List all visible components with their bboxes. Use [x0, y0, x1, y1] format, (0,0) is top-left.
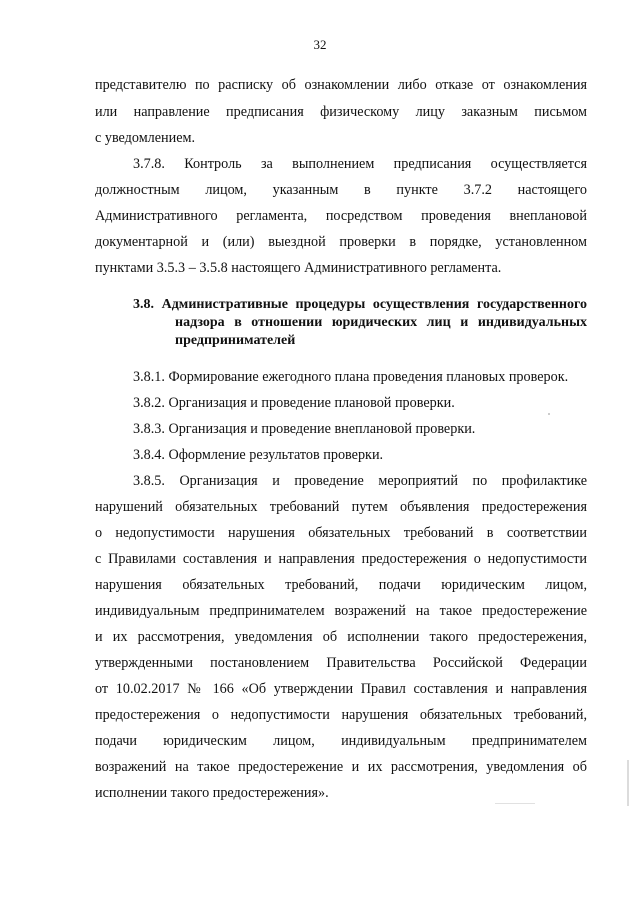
scan-mark [495, 803, 535, 804]
list-item-3-8-2: 3.8.2. Организация и проведение плановой проверки. [133, 395, 455, 411]
paragraph-3-line-10: предостережения о недопустимости нарушения обязательных требований, [95, 707, 587, 723]
paragraph-3-line-1: 3.8.5. Организация и проведение мероприятий по профилактике [133, 473, 587, 489]
paragraph-3-line-8: утвержденными постановлением Правительства Российской Федерации [95, 655, 587, 671]
page-number: 32 [313, 37, 327, 52]
paragraph-3-line-2: нарушений обязательных требований путем объявления предостережения [95, 499, 587, 515]
paragraph-2-line-2: должностным лицом, указанным в пункте 3.7.2 настоящего [95, 182, 587, 198]
list-item-3-8-1: 3.8.1. Формирование ежегодного плана проведения плановых проверок. [133, 369, 569, 385]
section-heading-line-3: предпринимателей [175, 333, 296, 348]
paragraph-3-line-11: подачи юридическим лицом, индивидуальным предпринимателем [95, 733, 587, 749]
paragraph-2-line-3: Административного регламента, посредством проведения внеплановой [95, 208, 587, 224]
paragraph-2-line-4: документарной и (или) выездной проверки в порядке, установленном [95, 234, 587, 250]
paragraph-1-line-1: представителю по расписку об ознакомлении либо отказе от ознакомления [95, 77, 587, 93]
paragraph-1-line-3: с уведомлением. [95, 130, 196, 146]
paragraph-2-line-1: 3.7.8. Контроль за выполнением предписания осуществляется [133, 156, 587, 172]
paragraph-3-line-12: возражений на такое предостережение и их рассмотрения, уведомления об [95, 759, 587, 775]
scan-mark [548, 413, 550, 415]
paragraph-3-line-9: от 10.02.2017 № 166 «Об утверждении Правил составления и направления [95, 681, 587, 697]
paragraph-3-line-3: о недопустимости нарушения обязательных требований в соответствии [95, 525, 587, 541]
list-item-3-8-3: 3.8.3. Организация и проведение внеплановой проверки. [133, 421, 476, 437]
paragraph-1-line-2: или направление предписания физическому лицу заказным письмом [95, 104, 587, 120]
list-item-3-8-4: 3.8.4. Оформление результатов проверки. [133, 447, 384, 463]
paragraph-3-line-4: с Правилами составления и направления предостережения о недопустимости [95, 551, 587, 567]
paragraph-3-line-13: исполнении такого предостережения». [95, 785, 329, 801]
paragraph-3-line-7: и их рассмотрения, уведомления об исполнении такого предостережения, [95, 629, 587, 645]
section-heading-line-2: надзора в отношении юридических лиц и индивидуальных [175, 315, 587, 330]
paragraph-3-line-5: нарушения обязательных требований, подачи юридическим лицом, [95, 577, 587, 593]
paragraph-2-line-5: пунктами 3.5.3 – 3.5.8 настоящего Административного регламента. [95, 260, 502, 276]
scan-mark [627, 760, 629, 806]
paragraph-3-line-6: индивидуальным предпринимателем возражений на такое предостережение [95, 603, 587, 619]
section-heading-line-1: 3.8. Административные процедуры осуществления государственного [133, 297, 587, 312]
